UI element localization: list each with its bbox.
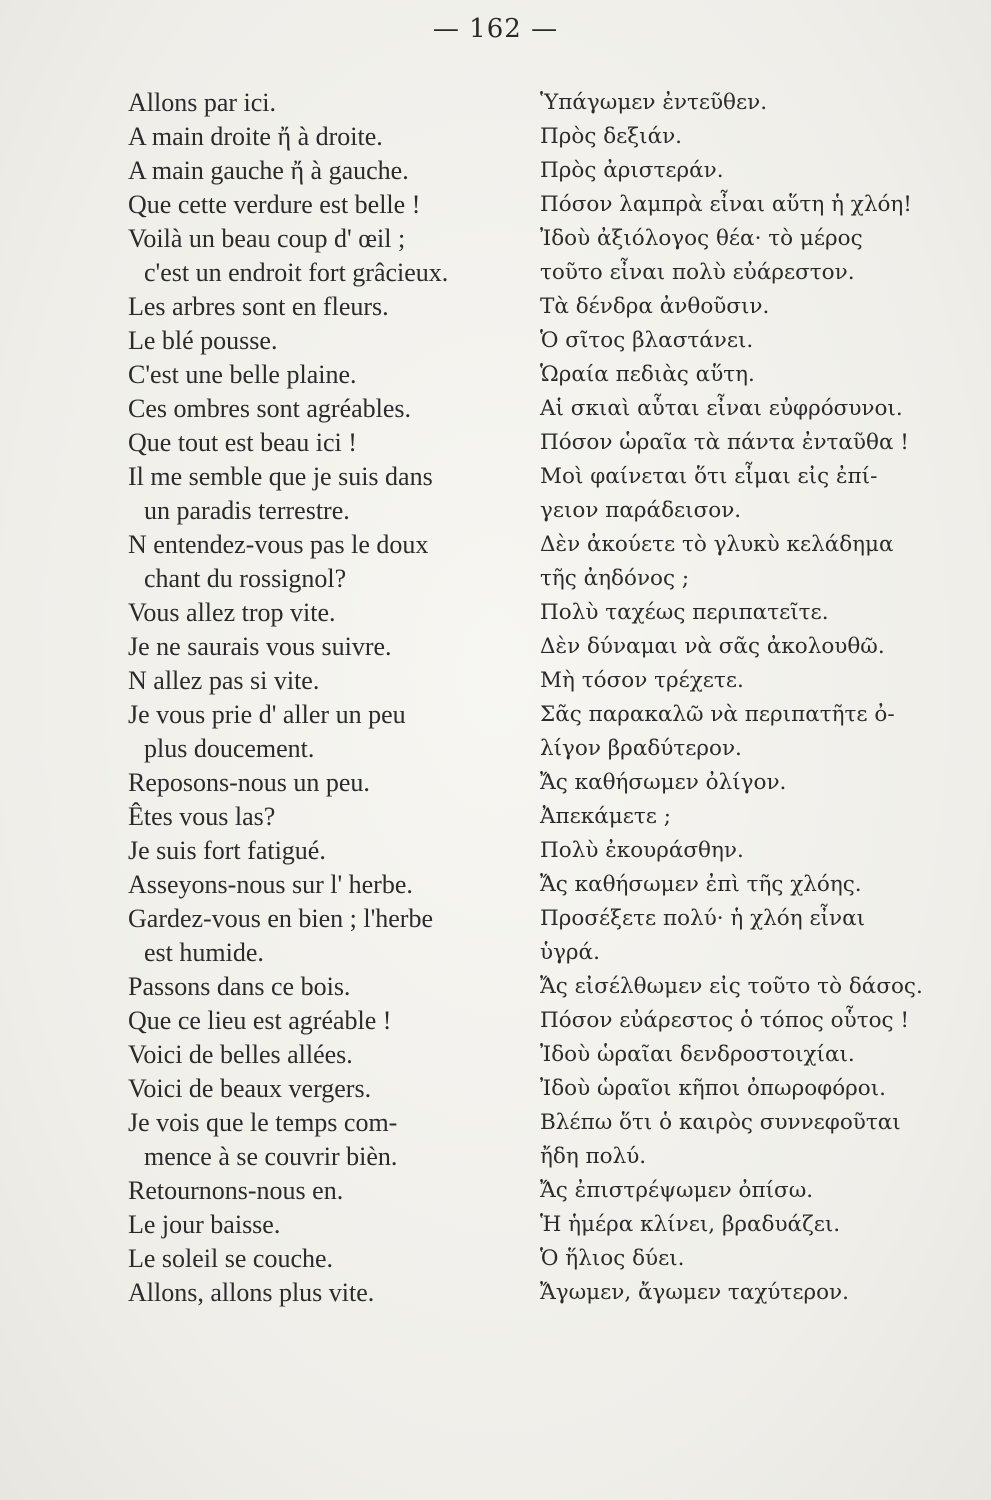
french-line: Il me semble que je suis dans bbox=[128, 462, 433, 491]
greek-line: Πρὸς δεξιάν. bbox=[540, 124, 682, 149]
greek-line: Πολὺ ἐκουράσθην. bbox=[540, 838, 744, 863]
french-line: Le blé pousse. bbox=[128, 326, 278, 355]
greek-line: Πολὺ ταχέως περιπατεῖτε. bbox=[540, 600, 829, 625]
greek-line: Ἡ ἡμέρα κλίνει, βραδυάζει. bbox=[540, 1212, 841, 1237]
greek-line: Ἰδοὺ ὡραῖοι κῆποι ὀπωροφόροι. bbox=[540, 1076, 887, 1101]
greek-line: Αἱ σκιαὶ αὗται εἶναι εὐφρόσυνοι. bbox=[540, 396, 903, 421]
greek-line: τῆς ἀηδόνος ; bbox=[540, 566, 690, 591]
french-line: Le soleil se couche. bbox=[128, 1244, 334, 1273]
french-line: Reposons-nous un peu. bbox=[128, 768, 370, 797]
french-line: Asseyons-nous sur l' herbe. bbox=[128, 870, 413, 899]
greek-line: Ἄς ἐπιστρέψωμεν ὀπίσω. bbox=[540, 1178, 814, 1203]
french-line: Je ne saurais vous suivre. bbox=[128, 632, 392, 661]
french-line: Voici de belles allées. bbox=[128, 1040, 353, 1069]
french-line: Allons, allons plus vite. bbox=[128, 1278, 375, 1307]
french-line: un paradis terrestre. bbox=[144, 496, 350, 525]
greek-line: Ἀπεκάμετε ; bbox=[540, 804, 671, 829]
greek-line: Πόσον ὡραῖα τὰ πάντα ἐνταῦθα ! bbox=[540, 430, 909, 455]
greek-column bbox=[540, 86, 960, 1310]
french-line: mence à se couvrir bièn. bbox=[144, 1142, 398, 1171]
greek-line: Προσέξετε πολύ· ἡ χλόη εἶναι bbox=[540, 906, 866, 931]
greek-line: Ἰδοὺ ὡραῖαι δενδροστοιχίαι. bbox=[540, 1042, 855, 1067]
greek-line: Ὁ ἥλιος δύει. bbox=[540, 1246, 685, 1271]
greek-line: Δὲν δύναμαι νὰ σᾶς ἀκολουθῶ. bbox=[540, 634, 885, 659]
greek-line: Μοὶ φαίνεται ὅτι εἶμαι εἰς ἐπί- bbox=[540, 464, 878, 489]
french-line: Je suis fort fatigué. bbox=[128, 836, 326, 865]
greek-line: λίγον βραδύτερον. bbox=[540, 736, 742, 761]
french-line: N allez pas si vite. bbox=[128, 666, 320, 695]
french-line: Retournons-nous en. bbox=[128, 1176, 344, 1205]
french-line: Voilà un beau coup d' œil ; bbox=[128, 224, 406, 253]
greek-line: Πόσον λαμπρὰ εἶναι αὕτη ἡ χλόη! bbox=[540, 192, 912, 217]
french-line: c'est un endroit fort grâcieux. bbox=[144, 258, 449, 287]
french-column bbox=[128, 86, 533, 1310]
french-line: Que cette verdure est belle ! bbox=[128, 190, 421, 219]
greek-line: Μὴ τόσον τρέχετε. bbox=[540, 668, 744, 693]
greek-line: Ἰδοὺ ἀξιόλογος θέα· τὸ μέρος bbox=[540, 226, 863, 251]
french-line: Passons dans ce bois. bbox=[128, 972, 351, 1001]
greek-line: Σᾶς παρακαλῶ νὰ περιπατῆτε ὀ- bbox=[540, 702, 895, 727]
french-line: Je vois que le temps com- bbox=[128, 1108, 398, 1137]
french-line: Que tout est beau ici ! bbox=[128, 428, 357, 457]
greek-line: ὑγρά. bbox=[540, 940, 600, 965]
greek-line: Τὰ δένδρα ἀνθοῦσιν. bbox=[540, 294, 770, 319]
greek-line: ἤδη πολύ. bbox=[540, 1144, 647, 1169]
greek-line: Ὡραία πεδιὰς αὕτη. bbox=[540, 362, 755, 387]
french-line: N entendez-vous pas le doux bbox=[128, 530, 429, 559]
french-line: chant du rossignol? bbox=[144, 564, 347, 593]
french-line: Êtes vous las? bbox=[128, 802, 276, 831]
french-line: Ces ombres sont agréables. bbox=[128, 394, 412, 423]
greek-line: γειον παράδεισον. bbox=[540, 498, 742, 523]
greek-line: Πόσον εὐάρεστος ὁ τόπος οὗτος ! bbox=[540, 1008, 910, 1033]
greek-line: Βλέπω ὅτι ὁ καιρὸς συννεφοῦται bbox=[540, 1110, 901, 1135]
greek-line: Πρὸς ἀριστεράν. bbox=[540, 158, 724, 183]
french-line: Vous allez trop vite. bbox=[128, 598, 336, 627]
french-line: C'est une belle plaine. bbox=[128, 360, 357, 389]
french-line: Les arbres sont en fleurs. bbox=[128, 292, 389, 321]
greek-line: Ἄς καθήσωμεν ἐπὶ τῆς χλόης. bbox=[540, 872, 862, 897]
greek-line: Δὲν ἀκούετε τὸ γλυκὺ κελάδημα bbox=[540, 532, 894, 557]
french-line: A main droite ἤ à droite. bbox=[128, 122, 383, 151]
french-line: Allons par ici. bbox=[128, 88, 277, 117]
greek-line: Ἄγωμεν, ἄγωμεν ταχύτερον. bbox=[540, 1280, 849, 1305]
french-line: Je vous prie d' aller un peu bbox=[128, 700, 406, 729]
greek-line: Ὑπάγωμεν ἐντεῦθεν. bbox=[540, 90, 768, 115]
greek-line: Ὁ σῖτος βλαστάνει. bbox=[540, 328, 754, 353]
french-line: est humide. bbox=[144, 938, 264, 967]
french-line: Que ce lieu est agréable ! bbox=[128, 1006, 392, 1035]
greek-line: Ἄς καθήσωμεν ὀλίγον. bbox=[540, 770, 787, 795]
french-line: Le jour baisse. bbox=[128, 1210, 281, 1239]
greek-line: τοῦτο εἶναι πολὺ εὐάρεστον. bbox=[540, 260, 855, 285]
french-line: A main gauche ἤ à gauche. bbox=[128, 156, 409, 185]
french-line: plus doucement. bbox=[144, 734, 315, 763]
page-number: — 162 — bbox=[432, 14, 559, 44]
french-line: Gardez-vous en bien ; l'herbe bbox=[128, 904, 434, 933]
french-line: Voici de beaux vergers. bbox=[128, 1074, 372, 1103]
greek-line: Ἄς εἰσέλθωμεν εἰς τοῦτο τὸ δάσος. bbox=[540, 974, 923, 999]
